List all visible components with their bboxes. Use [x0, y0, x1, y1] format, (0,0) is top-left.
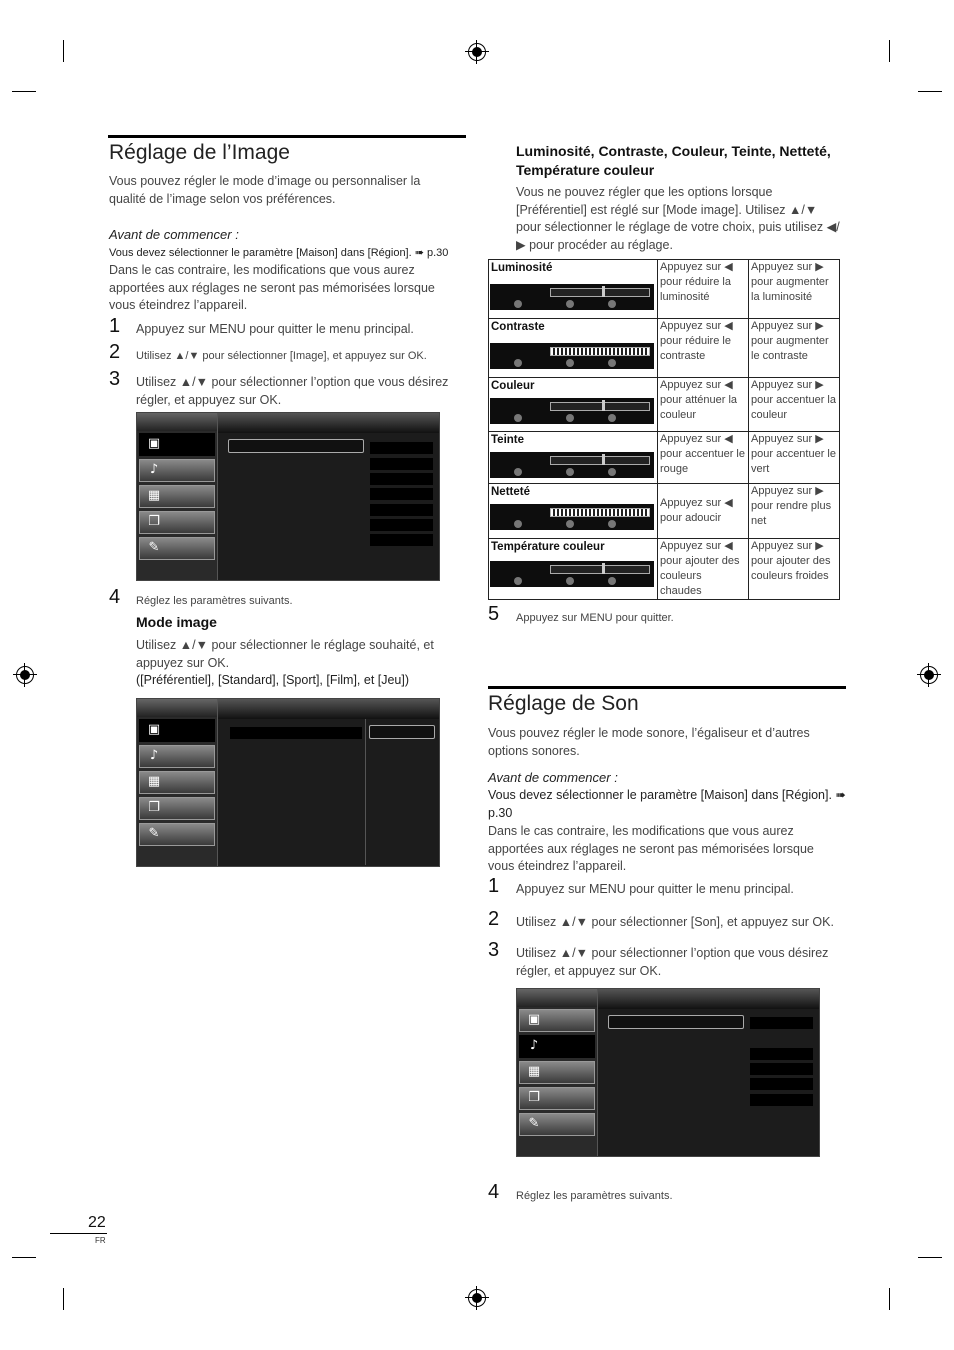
menu-item-language[interactable] [139, 537, 215, 560]
adjust-name: Température couleur [491, 541, 605, 553]
adjust-name: Couleur [491, 380, 535, 392]
crop-mark [63, 40, 64, 62]
slider-bar[interactable] [490, 504, 654, 530]
slider-bar[interactable] [490, 398, 654, 424]
page-number-rule [50, 1233, 107, 1234]
menu-highlight[interactable] [608, 1015, 744, 1029]
step-number: 3 [488, 939, 500, 961]
crop-mark [12, 91, 36, 92]
menu-highlight[interactable] [369, 725, 435, 739]
menu-value [750, 1017, 813, 1029]
menu-item-image[interactable] [139, 719, 215, 742]
menu-value [370, 534, 433, 546]
menu-item-sound[interactable] [139, 459, 215, 482]
step-text: Réglez les paramètres suivants. [516, 1190, 673, 1202]
music-note-icon: ♪ [149, 462, 159, 477]
sound-intro: Vous pouvez régler le mode sonore, l’égaliseur et d’autres options sonores. [488, 726, 810, 758]
adjust-right: Appuyez sur ▶ pour augmenter la luminosité [749, 260, 840, 319]
grid-icon: ▦ [147, 488, 161, 503]
section-rule [108, 135, 466, 138]
adjust-name: Netteté [491, 486, 530, 498]
step-text: Utilisez ▲/▼ pour sélectionner l’option que vous désirez régler, et appuyez sur OK. [516, 946, 829, 978]
step-number: 1 [488, 875, 500, 897]
before-line: Vous devez sélectionner le paramètre [Maison] dans [Région]. ➠ p.30 [109, 247, 449, 259]
mode-image-options: ([Préférentiel], [Standard], [Sport], [Film], et [Jeu]) [136, 673, 410, 687]
music-note-icon: ♪ [149, 748, 159, 763]
menu-item-features[interactable] [139, 797, 215, 820]
image-intro: Vous pouvez régler le mode d’image ou personnaliser la qualité de l’image selon vos préférences. [109, 174, 421, 206]
crop-mark [63, 1288, 64, 1310]
edit-icon: ✎ [528, 1116, 540, 1131]
copy-icon: ❐ [148, 514, 160, 529]
step-text: Utilisez ▲/▼ pour sélectionner [Image], et appuyez sur OK. [136, 350, 427, 362]
adjust-name: Luminosité [491, 262, 553, 274]
tv-menu-mode-image [136, 698, 440, 867]
adjust-text: Vous ne pouvez régler que les options lorsque [Préférentiel] est réglé sur [Mode image]. Utilisez ▲/▼ pour sélectionner le réglage de votre choix, puis utilisez ◀/▶ pour procéder au réglage. [516, 185, 840, 252]
menu-item-sound[interactable] [139, 745, 215, 768]
adjust-right: Appuyez sur ▶ pour rendre plus net [749, 484, 840, 539]
mode-image-text: Utilisez ▲/▼ pour sélectionner le réglage souhaité, et appuyez sur OK. [136, 638, 434, 670]
menu-item-image[interactable] [519, 1009, 595, 1032]
picture-icon: ▣ [147, 436, 161, 451]
menu-item-features[interactable] [139, 511, 215, 534]
adjust-right: Appuyez sur ▶ pour accentuer le vert [749, 432, 840, 484]
copy-icon: ❐ [148, 800, 160, 815]
step-text: Utilisez ▲/▼ pour sélectionner l’option que vous désirez régler, et appuyez sur OK. [136, 375, 449, 407]
before-text: Dans le cas contraire, les modifications que vous aurez apportées aux réglages ne seront pas mémorisées lorsque vous éteindrez l’appareil. [488, 824, 814, 873]
menu-value [750, 1094, 813, 1106]
adjust-left: Appuyez sur ◀ pour adoucir [658, 484, 749, 539]
grid-icon: ▦ [147, 774, 161, 789]
menu-value [370, 504, 433, 516]
picture-icon: ▣ [527, 1012, 541, 1027]
crop-mark [12, 1257, 36, 1258]
step-text: Réglez les paramètres suivants. [136, 595, 293, 607]
step-number: 2 [109, 341, 121, 363]
page-number: 22 [88, 1214, 106, 1231]
menu-value [370, 458, 433, 470]
edit-icon: ✎ [148, 540, 160, 555]
menu-highlight[interactable] [228, 439, 364, 453]
edit-icon: ✎ [148, 826, 160, 841]
adjust-name: Contraste [491, 321, 545, 333]
tv-menu-sound [516, 988, 820, 1157]
before-label: Avant de commencer : [488, 770, 618, 785]
registration-mark-icon [468, 43, 486, 61]
slider-bar[interactable] [490, 452, 654, 478]
adjust-left: Appuyez sur ◀ pour réduire la luminosité [658, 260, 749, 319]
menu-item-image[interactable] [139, 433, 215, 456]
step-text: Utilisez ▲/▼ pour sélectionner [Son], et appuyez sur OK. [516, 915, 834, 929]
menu-value [370, 442, 433, 454]
crop-mark [889, 1288, 890, 1310]
registration-mark-icon [16, 666, 34, 684]
music-note-icon: ♪ [529, 1038, 539, 1053]
grid-icon: ▦ [527, 1064, 541, 1079]
adjust-name: Teinte [491, 434, 525, 446]
adjust-right: Appuyez sur ▶ pour accentuer la couleur [749, 378, 840, 432]
menu-item-setup[interactable] [139, 771, 215, 794]
menu-value [750, 1048, 813, 1060]
step-number: 2 [488, 908, 500, 930]
menu-item-language[interactable] [139, 823, 215, 846]
mode-image-title: Mode image [136, 614, 217, 630]
menu-value [750, 1078, 813, 1090]
crop-mark [918, 1257, 942, 1258]
menu-item-language[interactable] [519, 1113, 595, 1136]
step-text: Appuyez sur MENU pour quitter le menu principal. [136, 322, 414, 336]
divider [365, 719, 366, 865]
adjust-title: Luminosité, Contraste, Couleur, Teinte, Netteté, Température couleur [516, 143, 831, 178]
section-title-image: Réglage de l’Image [109, 141, 290, 164]
menu-value [230, 727, 362, 739]
section-title-sound: Réglage de Son [488, 692, 639, 715]
menu-value [370, 488, 433, 500]
menu-value [370, 519, 433, 531]
step-number: 4 [109, 586, 121, 608]
crop-mark [889, 40, 890, 62]
before-label: Avant de commencer : [109, 227, 239, 242]
adjust-left: Appuyez sur ◀ pour ajouter des couleurs chaudes [658, 539, 749, 600]
slider-bar[interactable] [490, 561, 654, 587]
adjust-table [488, 259, 840, 600]
registration-mark-icon [920, 666, 938, 684]
slider-bar[interactable] [490, 343, 654, 369]
menu-item-setup[interactable] [519, 1061, 595, 1084]
before-text: Dans le cas contraire, les modifications que vous aurez apportées aux réglages ne seront pas mémorisées lorsque vous éteindrez l’appareil. [109, 263, 435, 312]
step-number: 5 [488, 603, 500, 625]
tv-menu-image [136, 412, 440, 581]
menu-item-setup[interactable] [139, 485, 215, 508]
step-text: Appuyez sur MENU pour quitter le menu principal. [516, 882, 794, 896]
picture-icon: ▣ [147, 722, 161, 737]
slider-bar[interactable] [490, 284, 654, 310]
before-line: Vous devez sélectionner le paramètre [Maison] dans [Région]. ➠ p.30 [488, 788, 846, 820]
menu-item-features[interactable] [519, 1087, 595, 1110]
crop-mark [918, 91, 942, 92]
section-rule [488, 686, 846, 689]
registration-mark-icon [468, 1289, 486, 1307]
menu-item-sound[interactable] [519, 1035, 595, 1058]
step-number: 4 [488, 1181, 500, 1203]
adjust-left: Appuyez sur ◀ pour réduire le contraste [658, 319, 749, 378]
menu-value [750, 1063, 813, 1075]
step-number: 3 [109, 368, 121, 390]
step-number: 1 [109, 315, 121, 337]
menu-value [370, 473, 433, 485]
adjust-left: Appuyez sur ◀ pour accentuer le rouge [658, 432, 749, 484]
step-text: Appuyez sur MENU pour quitter. [516, 612, 674, 624]
adjust-right: Appuyez sur ▶ pour ajouter des couleurs froides [749, 539, 840, 600]
page-lang: FR [95, 1236, 106, 1245]
adjust-right: Appuyez sur ▶ pour augmenter le contraste [749, 319, 840, 378]
copy-icon: ❐ [528, 1090, 540, 1105]
adjust-left: Appuyez sur ◀ pour atténuer la couleur [658, 378, 749, 432]
